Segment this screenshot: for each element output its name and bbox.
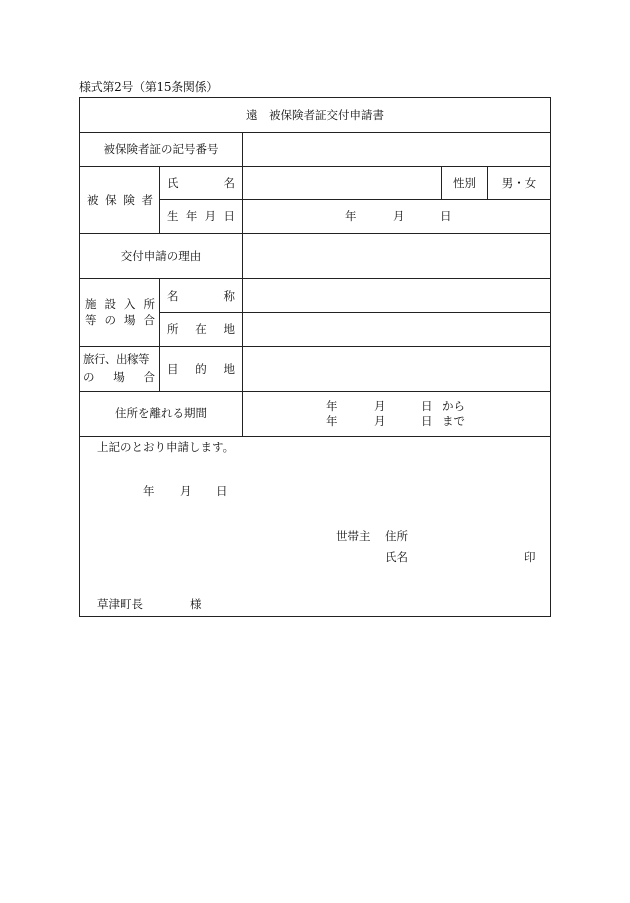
period-to-day[interactable]: 日	[421, 414, 433, 428]
form-title: 遠 被保険者証交付申請書	[246, 108, 384, 122]
birth-date-year[interactable]: 年	[345, 209, 357, 223]
column-divider	[159, 278, 160, 391]
householder-address-label: 住所	[385, 529, 408, 543]
application-day[interactable]: 日	[216, 484, 228, 498]
birth-date-label: 生 年 月 日	[167, 209, 235, 223]
householder-name-label: 氏名	[385, 550, 408, 564]
insured-card-number-label: 被保険者証の記号番号	[103, 142, 219, 156]
form-label: 様式第2号（第15条関係）	[79, 80, 219, 94]
honorific: 様	[190, 597, 202, 611]
application-year[interactable]: 年	[143, 484, 155, 498]
sex-options[interactable]: 男・女	[501, 176, 537, 190]
destination-label: 目 的 地	[167, 362, 235, 376]
householder-label: 世帯主	[336, 529, 371, 543]
period-from-day[interactable]: 日	[421, 399, 433, 413]
row-divider	[80, 391, 550, 392]
householder-name-field[interactable]	[410, 545, 520, 565]
sex-label: 性別	[453, 176, 476, 190]
insured-card-number-field[interactable]	[243, 133, 550, 166]
facility-address-field[interactable]	[243, 313, 550, 346]
addressee: 草津町長	[97, 597, 143, 611]
travel-group-label-line2: の 場 合	[83, 370, 155, 384]
column-divider	[159, 166, 160, 233]
period-to-year[interactable]: 年	[326, 414, 338, 428]
reason-field[interactable]	[243, 234, 550, 278]
householder-address-field[interactable]	[410, 524, 545, 544]
period-from-suffix: から	[442, 399, 465, 413]
travel-group-label: 旅行、出稼等	[83, 352, 149, 366]
period-from-month[interactable]: 月	[374, 399, 386, 413]
application-form	[79, 97, 551, 617]
row-divider	[80, 436, 550, 437]
seal-mark: 印	[524, 550, 536, 564]
facility-group-label-line2: 等 の 場 合	[85, 313, 155, 327]
birth-date-month[interactable]: 月	[393, 209, 405, 223]
period-to-suffix: まで	[442, 414, 465, 428]
insured-name-field[interactable]	[243, 167, 441, 199]
row-divider	[159, 199, 550, 200]
facility-name-label: 名 称	[167, 289, 235, 303]
insured-name-label: 氏 名	[167, 176, 235, 190]
birth-date-day[interactable]: 日	[440, 209, 452, 223]
facility-address-label: 所 在 地	[167, 322, 235, 336]
reason-label: 交付申請の理由	[120, 249, 202, 263]
facility-group-label: 施 設 入 所	[85, 297, 155, 311]
period-label: 住所を離れる期間	[115, 406, 207, 420]
insured-group-label: 被 保 険 者	[87, 193, 153, 207]
period-to-month[interactable]: 月	[374, 414, 386, 428]
destination-field[interactable]	[243, 347, 550, 391]
period-from-year[interactable]: 年	[326, 399, 338, 413]
application-month[interactable]: 月	[180, 484, 192, 498]
facility-name-field[interactable]	[243, 279, 550, 312]
statement: 上記のとおり申請します。	[97, 440, 235, 454]
